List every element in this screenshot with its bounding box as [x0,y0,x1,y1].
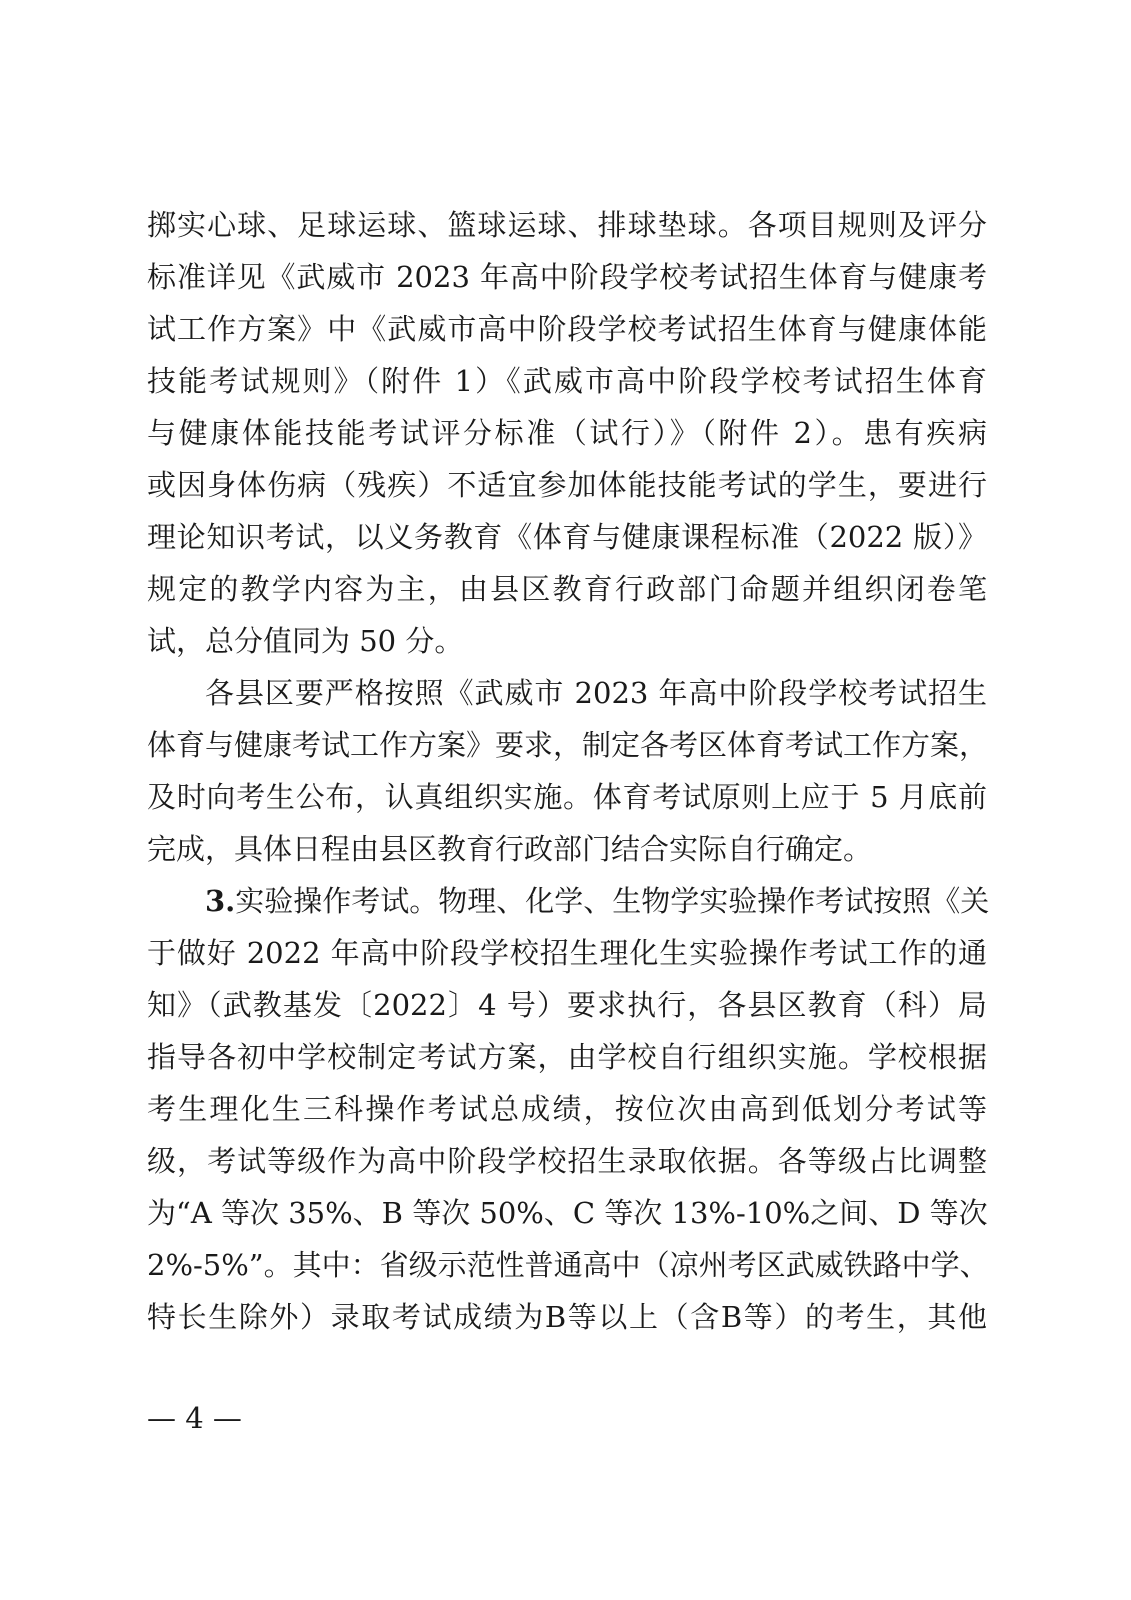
text-line: 于做好 2022 年高中阶段学校招生理化生实验操作考试工作的通 [147,936,987,970]
text-line: 体育与健康考试工作方案》要求，制定各考区体育考试工作方案， [147,728,989,762]
text-line: 特长生除外）录取考试成绩为B等以上（含B等）的考生，其他 [147,1300,987,1334]
section-number: 3. [205,884,236,918]
text-line: 完成，具体日程由县区教育行政部门结合实际自行确定。 [147,832,873,866]
text-line: 试，总分值同为 50 分。 [147,624,464,658]
section-heading-text: 实验操作考试。物理、化学、生物学实验操作考试按照《关 [235,884,990,918]
page-number: — 4 — [147,1401,242,1435]
section-heading-line [147,875,990,927]
text-line: 掷实心球、足球运球、篮球运球、排球垫球。各项目规则及评分 [147,208,987,242]
body-text [147,199,990,1343]
text-line: 各县区要严格按照《武威市 2023 年高中阶段学校考试招生 [205,676,987,710]
text-line: 及时向考生公布，认真组织实施。体育考试原则上应于 5 月底前 [147,780,987,814]
text-line: 指导各初中学校制定考试方案，由学校自行组织实施。学校根据 [147,1040,987,1074]
text-line: 级，考试等级作为高中阶段学校招生录取依据。各等级占比调整 [147,1144,987,1178]
text-line: 规定的教学内容为主，由县区教育行政部门命题并组织闭卷笔 [147,572,987,606]
text-line: 2%-5%”。其中：省级示范性普通高中（凉州考区武威铁路中学、 [147,1248,989,1282]
text-line: 考生理化生三科操作考试总成绩，按位次由高到低划分考试等 [147,1092,987,1126]
text-line: 技能考试规则》（附件 1）《武威市高中阶段学校考试招生体育 [147,364,987,398]
text-line: 理论知识考试，以义务教育《体育与健康课程标准（2022 版）》 [147,520,987,554]
text-line: 为“A 等次 35%、B 等次 50%、C 等次 13%-10%之间、D 等次 [147,1196,988,1230]
text-line: 标准详见《武威市 2023 年高中阶段学校考试招生体育与健康考 [147,260,987,294]
text-line: 知》（武教基发〔2022〕4 号）要求执行，各县区教育（科）局 [147,988,987,1022]
text-line: 与健康体能技能考试评分标准（试行）》（附件 2）。患有疾病 [147,416,987,450]
text-line: 或因身体伤病（残疾）不适宜参加体能技能考试的学生，要进行 [147,468,987,502]
text-line: 试工作方案》中《武威市高中阶段学校考试招生体育与健康体能 [147,312,987,346]
